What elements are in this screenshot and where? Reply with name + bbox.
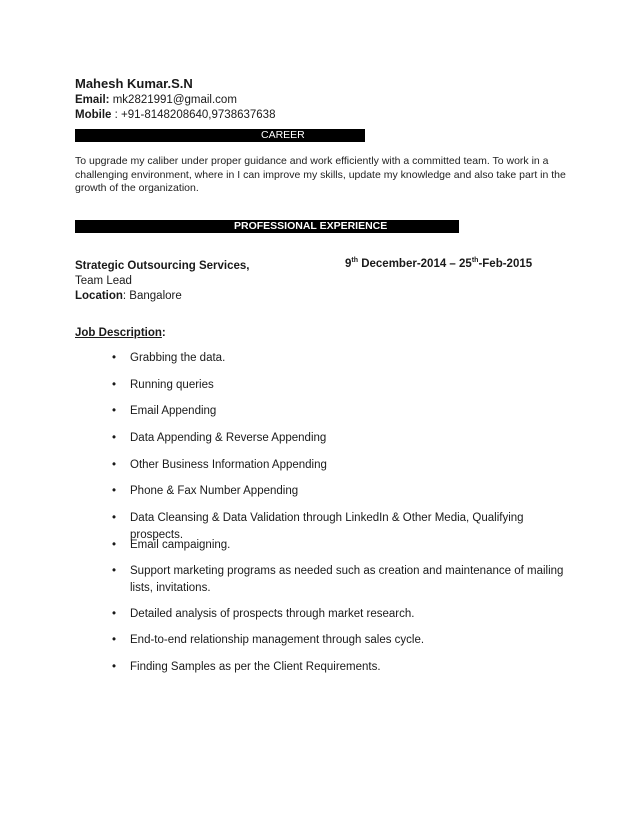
job-role: Team Lead [75,275,132,287]
bullet-icon: • [112,432,117,444]
duty-text: Running queries [130,379,214,391]
candidate-name: Mahesh Kumar.S.N [75,76,193,91]
objective-text: To upgrade my caliber under proper guidance and work efficiently with a committed team. To work in a challenging environment, where in I can improve my skills, update my knowledge and also take part in the growth of the organization. [75,155,566,194]
bullet-icon: • [112,539,117,551]
list-item [112,563,567,597]
mobile-label: Mobile [75,109,112,121]
professional-experience-heading: PROFESSIONAL EXPERIENCE [234,220,388,232]
bullet-icon: • [112,661,117,673]
bullet-icon: • [112,634,117,646]
mobile-line [75,108,275,122]
duty-text: Phone & Fax Number Appending [130,485,299,497]
list-item [112,377,567,394]
bullet-icon: • [112,352,117,364]
bullet-icon: • [112,459,117,471]
duty-text: Data Cleansing & Data Validation through LinkedIn & Other Media, Qualifying prospects. [130,512,524,541]
date-end-suffix: th [471,257,479,265]
company-name: Strategic Outsourcing Services, [75,260,250,272]
email-value: mk2821991@gmail.com [112,94,237,106]
list-item [112,659,567,676]
bullet-icon: • [112,608,117,620]
location-line [75,288,182,304]
job-description-label: Job Description [75,327,162,339]
duty-text: Email campaigning. [130,539,231,551]
professional-experience-bar [75,220,459,233]
email-line [75,93,237,107]
employment-dates [345,258,532,270]
career-objective-bar [75,129,365,154]
bullet-icon: • [112,379,117,391]
list-item [112,457,567,474]
list-item [112,350,567,367]
date-start-suffix: th [351,257,359,265]
duty-text: End-to-end relationship management through sales cycle. [130,634,425,646]
list-item [112,430,567,447]
bullet-icon: • [112,512,117,524]
career-objective-heading: CAREER OBJECTIVE [261,129,320,154]
mobile-value: : +91-8148208640,9738637638 [114,109,276,121]
job-description-colon: : [161,327,166,339]
list-item [112,632,567,649]
duty-text: Support marketing programs as needed such as creation and maintenance of mailing lists, invitations. [130,565,564,594]
duty-text: Detailed analysis of prospects through market research. [130,608,415,620]
bullet-icon: • [112,485,117,497]
list-item [112,606,567,623]
date-end-rest: -Feb-2015 [478,258,533,270]
duty-text: Grabbing the data. [130,352,226,364]
duty-text: Finding Samples as per the Client Requirements. [130,661,381,673]
email-label: Email: [75,94,110,106]
list-item [112,403,567,420]
duty-text: Data Appending & Reverse Appending [130,432,327,444]
duty-text: Other Business Information Appending [130,459,327,471]
bullet-icon: • [112,405,117,417]
date-start-rest: December-2014 – 25 [358,258,472,270]
date-start-day: 9 [345,258,352,270]
list-item [112,537,567,554]
list-item [112,483,567,500]
duty-text: Email Appending [130,405,217,417]
bullet-icon: • [112,565,117,577]
job-description-heading [75,327,166,339]
location-value: : Bangalore [122,290,182,302]
location-label: Location [75,290,123,302]
